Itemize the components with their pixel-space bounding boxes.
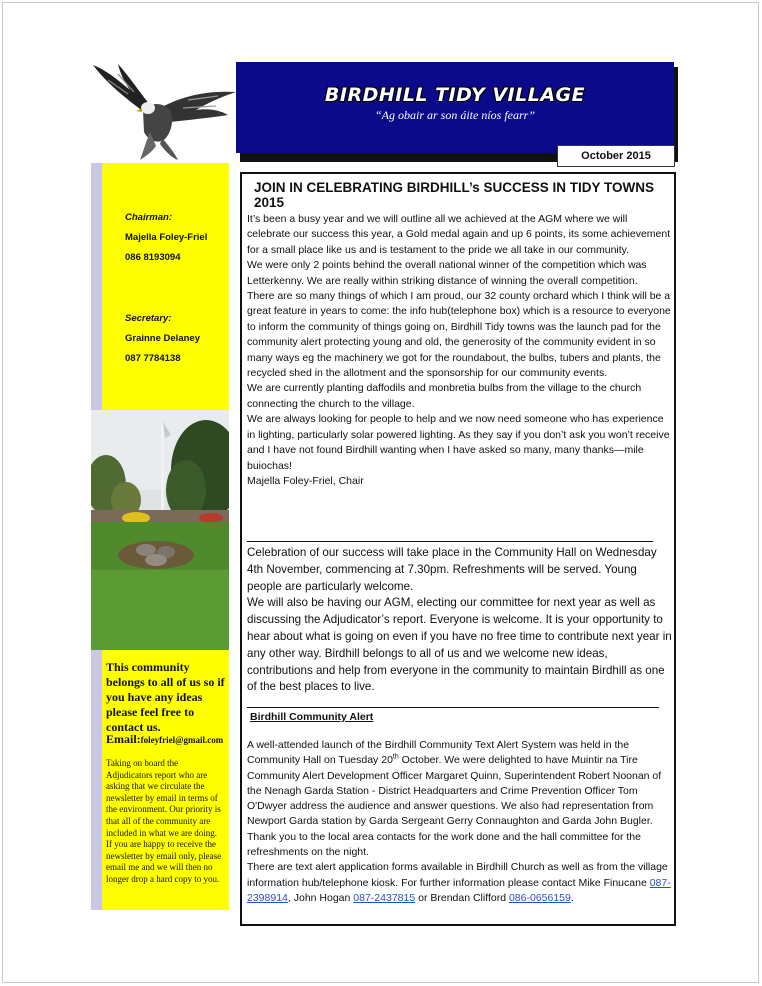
adjudicators-note: Taking on board the Adjudicators report who are asking that we circulate the newsletter by email in terms of the environment. Our priority is that all of the community are included in what we are doing. If you are happy to receive the newsletter by email only, please email me and we will then no longer drop a hard copy to you. (106, 758, 222, 884)
paragraph (247, 860, 673, 906)
secretary-phone: 087 7784138 (125, 353, 181, 364)
eagle-logo (88, 60, 238, 165)
text-run: , John Hogan (287, 891, 354, 904)
paragraph: We will also be having our AGM, electing our committee for next year as well as discussing the Adjudicator’s report. Everyone is welcome. It is your opportunity to hear about what is going on even if you have no free time to contribute next year in any other way. Birdhill belongs to all of us and we welcome new ideas, contributions and help from everyone in the community to maintain Birdhill as one of the best places to live. (247, 596, 672, 694)
email-label: Email: (106, 732, 141, 746)
chairman-phone: 086 8193094 (125, 252, 181, 263)
email-contact (106, 732, 230, 747)
paragraph: We are always looking for people to help and we now need someone who has experience in lighting, particularly solar powered lighting. As they say if you don’t ask you won’t receive and I have not found Birdhill wanting when I have asked so many, many thanks—mile buiochas! (247, 413, 670, 472)
chairman-name: Majella Foley-Friel (125, 232, 208, 243)
secretary-name: Grainne Delaney (125, 333, 200, 344)
text-run: A well-attended launch of the Birdhill Community Text Alert System was held in the Community Hall on Tuesday 20 (247, 739, 630, 767)
phone-link[interactable]: 087-2398914 (247, 876, 671, 904)
text-run: . (570, 891, 574, 904)
paragraph: It’s been a busy year and we will outline all we achieved at the AGM where we will celebrate our success this year, a Gold medal again and up 6 points, its some achievement for a small place like us and is testament to the pride we all take in our community. (247, 213, 671, 256)
phone-link[interactable]: 086-0656159 (508, 891, 571, 904)
email-address[interactable]: foleyfriel@gmail.com (140, 735, 224, 745)
sidebar-contacts-panel (102, 163, 229, 410)
text-run: October. We were delighted to have Muintir na Tire Community Alert Development Officer Margaret Quinn, Superintendent Robert Noonan of the Nenagh Garda Station - District Headquarters and Crime Prevention Officer Tom O'Dwyer address the audience and answer questions. We also had representation from Newport Garda station by Garda Sergeant Gerry Connaughton and Garda John Bugler. Thank you to the local area contacts for the work done and the hall committee for the refreshments on the night. (247, 754, 662, 859)
article-body (247, 212, 673, 489)
paragraph: There are so many things of which I am proud, our 32 county orchard which I think will be a great feature in years to come: the info hub(telephone box) which is a resource to everyone to inform the community of things going on, Birdhill Tidy towns was the launch pad for the community alert protecting young and old, the generosity of the community evident in so many ways eg the machinery we got for the roundabout, the bulbs, tubers and plants, the recycled shed in the allotment and the sponsorship for our community events. (247, 290, 671, 380)
secretary-label: Secretary: (125, 313, 172, 324)
paragraph (247, 738, 673, 860)
ordinal-suffix: th (392, 753, 399, 761)
village-roundabout-photo (91, 410, 229, 650)
newsletter-title: BIRDHILL TIDY VILLAGE (324, 84, 586, 106)
phone-link[interactable]: 087-2437815 (353, 891, 416, 904)
paragraph: We are currently planting daffodils and monbretia bulbs from the village to the church connecting the church to the village. (247, 382, 642, 410)
article-heading: JOIN IN CELEBRATING BIRDHILL’s SUCCESS IN TIDY TOWNS 2015 (254, 180, 655, 210)
newsletter-banner (236, 62, 674, 153)
community-promo: This community belongs to all of us so if you have any ideas please feel free to contact us. (106, 660, 225, 734)
section-divider (247, 707, 659, 708)
chairman-label: Chairman: (125, 212, 172, 223)
paragraph: We were only 2 points behind the overall national winner of the competition which was Letterkenny. We are really within striking distance of winning the overall competition. (247, 259, 647, 287)
section-divider (247, 541, 653, 542)
paragraph: Celebration of our success will take place in the Community Hall on Wednesday 4th November, commencing at 7.30pm. Refreshments will be served. Young people are particularly welcome. (247, 546, 657, 593)
community-alert-heading: Birdhill Community Alert (250, 711, 374, 723)
signature-line: Majella Foley-Friel, Chair (247, 474, 364, 487)
text-run: There are text alert application forms available in Birdhill Church as well as from the village information hub/telephone kiosk. For further information please contact Mike Finucane (247, 861, 668, 889)
text-run: or Brendan Clifford (415, 891, 509, 904)
celebration-notice (247, 545, 673, 696)
newsletter-motto: “Ag obair ar son áite níos fearr” (374, 108, 536, 122)
issue-date: October 2015 (557, 145, 675, 167)
community-alert-body (247, 738, 673, 906)
